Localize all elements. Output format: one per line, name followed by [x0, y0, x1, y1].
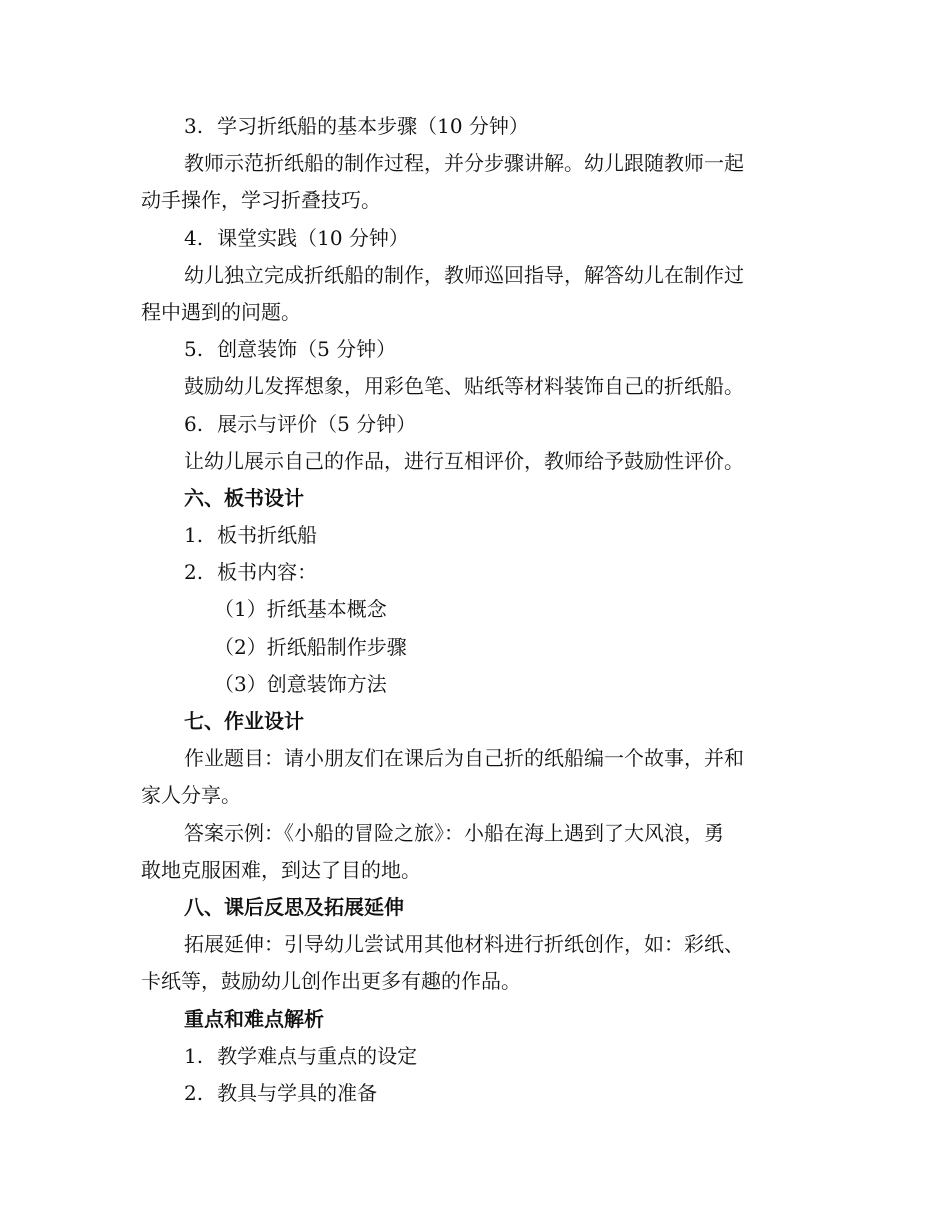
numbered-item: [141, 517, 801, 554]
item-number: 1.: [184, 523, 204, 548]
paragraph-line: 敢地克服困难，到达了目的地。: [141, 857, 421, 882]
paragraph-line: 家人分享。: [141, 783, 241, 808]
paragraph-line: 作业题目：请小朋友们在课后为自己折的纸船编一个故事，并和: [184, 746, 744, 771]
paragraph-line: 卡纸等，鼓励幼儿创作出更多有趣的作品。: [141, 969, 521, 994]
item-text: 学习折纸船的基本步骤（10 分钟）: [217, 114, 529, 138]
item-text: 教具与学具的准备: [217, 1080, 378, 1105]
item-number: 5.: [184, 337, 204, 362]
paragraph-line: 幼儿独立完成折纸船的制作，教师巡回指导，解答幼儿在制作过: [184, 262, 744, 287]
paragraph-line: 鼓励幼儿发挥想象，用彩色笔、贴纸等材料装饰自己的折纸船。: [184, 374, 744, 399]
item-number: 2.: [184, 1080, 204, 1105]
paragraph-line: 答案示例：《小船的冒险之旅》：小船在海上遇到了大风浪，勇: [184, 820, 724, 845]
numbered-item: [141, 331, 801, 368]
item-number: 1.: [184, 1043, 204, 1068]
paragraph-line: 教师示范折纸船的制作过程，并分步骤讲解。幼儿跟随教师一起: [184, 151, 744, 176]
numbered-item: [141, 1038, 801, 1075]
numbered-item: [141, 108, 801, 145]
item-text: 板书内容：: [217, 560, 318, 585]
item-text: 板书折纸船: [217, 523, 318, 548]
numbered-item: [141, 220, 801, 257]
item-number: 3.: [184, 114, 204, 138]
paragraph-line: 程中遇到的问题。: [141, 299, 301, 324]
section-heading: 重点和难点解析: [184, 1006, 324, 1031]
paragraph-line: （2）折纸船制作步骤: [214, 634, 407, 659]
item-text: 展示与评价（5 分钟）: [217, 411, 417, 436]
numbered-item: [141, 1075, 801, 1112]
section-heading: 八、课后反思及拓展延伸: [184, 894, 404, 919]
item-number: 4.: [184, 225, 204, 250]
paragraph-line: 让幼儿展示自己的作品，进行互相评价，教师给予鼓励性评价。: [184, 448, 744, 473]
item-number: 6.: [184, 411, 204, 436]
section-heading: 六、板书设计: [184, 485, 304, 510]
numbered-item: [141, 406, 801, 443]
numbered-item: [141, 554, 801, 591]
paragraph-line: 动手操作，学习折叠技巧。: [141, 188, 381, 213]
document-body: [141, 108, 801, 1112]
item-number: 2.: [184, 560, 204, 585]
paragraph-line: 拓展延伸：引导幼儿尝试用其他材料进行折纸创作，如：彩纸、: [184, 932, 744, 957]
paragraph-line: （3）创意装饰方法: [214, 671, 387, 696]
paragraph-line: （1）折纸基本概念: [214, 597, 387, 622]
section-heading: 七、作业设计: [184, 709, 304, 733]
item-text: 课堂实践（10 分钟）: [217, 225, 409, 250]
item-text: 教学难点与重点的设定: [217, 1043, 418, 1068]
item-text: 创意装饰（5 分钟）: [217, 337, 397, 362]
